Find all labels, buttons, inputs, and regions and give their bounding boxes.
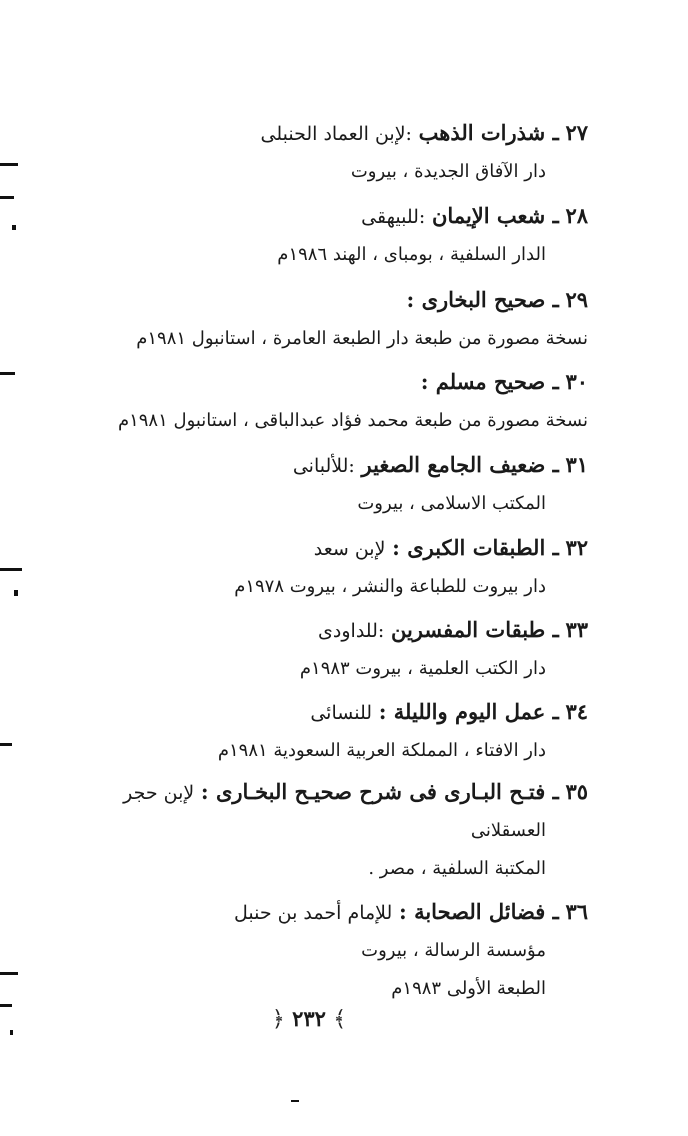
bibliography-entry-29: [136, 280, 588, 358]
entry-dash: ـ: [545, 452, 559, 477]
entry-title: شعب الإيمان: [432, 203, 546, 228]
entry-heading: [293, 445, 588, 485]
bibliography-entry-28: [277, 196, 588, 274]
scan-mark: [0, 972, 18, 975]
entry-number: ٣٠: [565, 369, 588, 394]
entry-dash: ـ: [545, 899, 559, 924]
entry-author: :للداودى: [318, 620, 385, 642]
entry-title: صحيح البخارى :: [406, 287, 546, 312]
bibliography-entry-31: [293, 445, 588, 523]
entry-heading: [300, 610, 588, 650]
entry-publisher: نسخة مصورة من طبعة محمد فؤاد عبدالباقى ، استانبول ١٩٨١م: [117, 410, 588, 431]
entry-title: فتـح البـارى فى شرح صحيـح البخـارى :: [200, 779, 546, 804]
entry-heading: [234, 528, 588, 568]
scan-mark: [0, 1004, 12, 1007]
entry-number: ٣٦: [565, 899, 588, 924]
scan-mark: [12, 225, 16, 230]
entry-heading: [136, 280, 588, 320]
scan-mark: [0, 568, 22, 571]
bibliography-entry-32: [234, 528, 588, 606]
bibliography-entry-27: [260, 113, 588, 191]
entry-edition: الطبعة الأولى ١٩٨٣م: [391, 978, 546, 999]
entry-heading: [260, 113, 588, 153]
bibliography-entry-34: [218, 692, 588, 770]
ornament-right-bracket: ﴾: [333, 1007, 347, 1032]
entry-title: ضعيف الجامع الصغير: [361, 452, 546, 477]
page-number: [0, 1006, 618, 1032]
bibliography-entry-30: [118, 362, 588, 440]
bibliography-entry-35: [123, 772, 588, 888]
entry-author-continuation: العسقلانى: [470, 820, 546, 841]
entry-dash: ـ: [545, 120, 559, 145]
entry-publisher: نسخة مصورة من طبعة دار الطبعة العامرة ، استانبول ١٩٨١م: [136, 328, 588, 349]
entry-title: الطبقات الكبرى :: [392, 535, 546, 560]
entry-author: :للبيهقى: [361, 206, 426, 228]
entry-number: ٣٣: [565, 617, 588, 642]
entry-publisher: دار الآفاق الجديدة ، بيروت: [350, 161, 546, 182]
entry-dash: ـ: [545, 617, 559, 642]
scan-mark: [291, 1100, 299, 1102]
entry-author: :لإبن العماد الحنبلى: [260, 123, 412, 145]
scan-mark: [14, 590, 18, 596]
entry-dash: ـ: [545, 287, 559, 312]
scan-mark: [0, 743, 12, 746]
ornament-left-bracket: ﴿: [271, 1007, 285, 1032]
entry-heading: [118, 362, 588, 402]
entry-heading: [218, 692, 588, 732]
scan-mark: [10, 1030, 13, 1035]
entry-title: فضائل الصحابة :: [399, 899, 546, 924]
entry-publisher: المكتب الاسلامى ، بيروت: [357, 493, 546, 514]
entry-dash: ـ: [545, 535, 559, 560]
entry-publisher: دار الافتاء ، المملكة العربية السعودية ١٩٨١م: [217, 740, 546, 761]
entry-dash: ـ: [545, 203, 559, 228]
entry-number: ٣٢: [565, 535, 588, 560]
entry-number: ٣١: [565, 452, 588, 477]
entry-heading: [234, 892, 588, 932]
entry-author: للنسائى: [310, 702, 373, 724]
entry-title: عمل اليوم والليلة :: [378, 699, 546, 724]
entry-publisher: دار بيروت للطباعة والنشر ، بيروت ١٩٧٨م: [234, 576, 546, 597]
entry-title: صحيح مسلم :: [420, 369, 546, 394]
entry-publisher: دار الكتب العلمية ، بيروت ١٩٨٣م: [299, 658, 546, 679]
entry-number: ٣٤: [565, 699, 588, 724]
scan-mark: [0, 372, 15, 375]
entry-number: ٢٧: [565, 120, 588, 145]
entry-heading: [277, 196, 588, 236]
entry-number: ٢٩: [565, 287, 588, 312]
entry-author: للإمام أحمد بن حنبل: [234, 902, 393, 924]
entry-dash: ـ: [545, 699, 559, 724]
scan-mark: [0, 196, 14, 199]
entry-publisher: المكتبة السلفية ، مصر .: [368, 858, 546, 879]
entry-author: لإبن حجر: [123, 782, 195, 804]
entry-author: لإبن سعد: [313, 538, 386, 560]
bibliography-entry-36: [234, 892, 588, 1008]
entry-number: ٢٨: [565, 203, 588, 228]
entry-author: :للألبانى: [292, 455, 355, 477]
scan-mark: [0, 163, 18, 166]
entry-number: ٣٥: [565, 779, 588, 804]
entry-dash: ـ: [545, 369, 559, 394]
page-number-value: ٢٣٢: [292, 1006, 326, 1031]
entry-title: شذرات الذهب: [418, 120, 546, 145]
entry-heading: [123, 772, 588, 812]
entry-dash: ـ: [545, 779, 559, 804]
entry-publisher: الدار السلفية ، بومباى ، الهند ١٩٨٦م: [277, 244, 546, 265]
entry-publisher: مؤسسة الرسالة ، بيروت: [361, 940, 546, 961]
bibliography-entry-33: [300, 610, 588, 688]
entry-title: طبقات المفسرين: [390, 617, 546, 642]
